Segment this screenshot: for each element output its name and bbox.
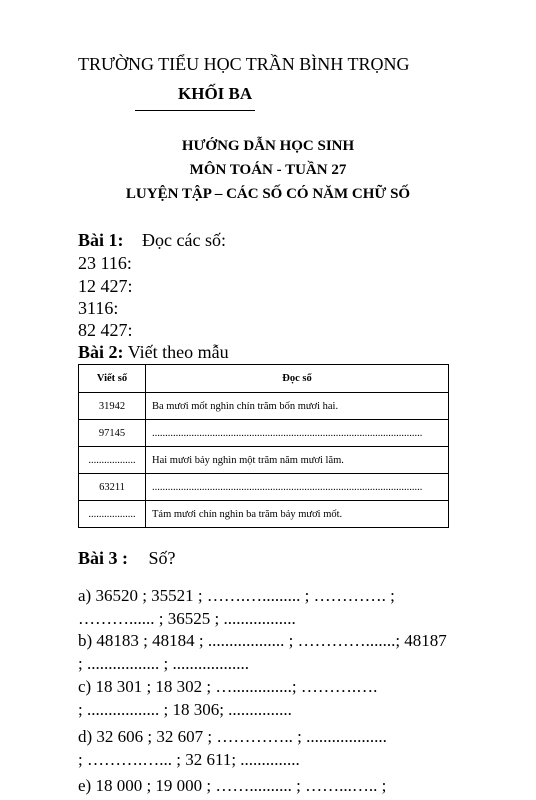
bai3-line-b1: b) 48183 ; 48184 ; .................. ; ………….......; 48187 xyxy=(78,631,447,650)
cell-reading: Ba mươi mốt nghìn chín trăm bốn mươi hai. xyxy=(146,393,449,420)
grade-label: KHỐI BA xyxy=(178,84,253,103)
bai1-number: 82 427: xyxy=(78,320,133,340)
bai1-number: 3116: xyxy=(78,298,119,318)
cell-number-blank: .................. xyxy=(79,501,146,528)
cell-reading: Hai mươi bảy nghìn một trăm năm mươi lăm. xyxy=(146,447,449,474)
title-guide: HƯỚNG DẪN HỌC SINH xyxy=(181,138,355,154)
cell-reading: Tám mươi chín nghìn ba trăm bảy mươi mốt. xyxy=(146,501,449,528)
bai2-heading xyxy=(78,342,229,363)
bai1-heading xyxy=(78,230,226,251)
cell-number: 63211 xyxy=(79,474,146,501)
header-doc-so: Đọc số xyxy=(146,365,449,393)
table-header-row xyxy=(79,365,449,393)
bai3-line-d2: ; ……….…... ; 32 611; .............. xyxy=(78,750,300,769)
bai1-instruction: Đọc các số: xyxy=(142,230,226,250)
bai3-line-c2: ; ................. ; 18 306; ............... xyxy=(78,700,292,719)
bai3-instruction: Số? xyxy=(148,548,176,568)
bai3-line-e1: e) 18 000 ; 19 000 ; …….......... ; ……...….. ; xyxy=(78,776,387,795)
bai3-line-a2: ………...... ; 36525 ; ................. xyxy=(78,609,296,628)
cell-number-blank: .................. xyxy=(79,447,146,474)
bai3-line-b2: ; ................. ; .................. xyxy=(78,654,249,673)
cell-reading-blank: ....................................................................................................... xyxy=(146,420,449,447)
table-row xyxy=(79,474,449,501)
bai3-line-d1: d) 32 606 ; 32 607 ; ………….. ; ................... xyxy=(78,727,387,746)
table-row xyxy=(79,420,449,447)
table-row xyxy=(79,447,449,474)
table-row xyxy=(79,501,449,528)
bai2-table xyxy=(78,364,449,528)
bai3-heading xyxy=(78,548,176,569)
title-topic: LUYỆN TẬP – CÁC SỐ CÓ NĂM CHỮ SỐ xyxy=(125,186,411,202)
bai3-line-c1: c) 18 301 ; 18 302 ; …..............; ……….…. xyxy=(78,677,378,696)
bai3-line-a1: a) 36520 ; 35521 ; …….…......... ; …………. ; xyxy=(78,586,395,605)
cell-number: 97145 xyxy=(79,420,146,447)
bai2-instruction: Viết theo mẫu xyxy=(127,342,229,362)
bai1-number: 12 427: xyxy=(78,276,133,296)
header-viet-so: Viết số xyxy=(79,365,146,393)
bai3-label: Bài 3 : xyxy=(78,548,129,568)
divider xyxy=(135,110,255,111)
school-name: TRƯỜNG TIỂU HỌC TRẦN BÌNH TRỌNG xyxy=(78,54,410,74)
title-subject: MÔN TOÁN - TUẦN 27 xyxy=(189,162,347,178)
cell-number: 31942 xyxy=(79,393,146,420)
bai2-label: Bài 2: xyxy=(78,342,124,362)
table-row xyxy=(79,393,449,420)
cell-reading-blank: ....................................................................................................... xyxy=(146,474,449,501)
bai1-number: 23 116: xyxy=(78,253,132,273)
bai1-label: Bài 1: xyxy=(78,230,124,250)
